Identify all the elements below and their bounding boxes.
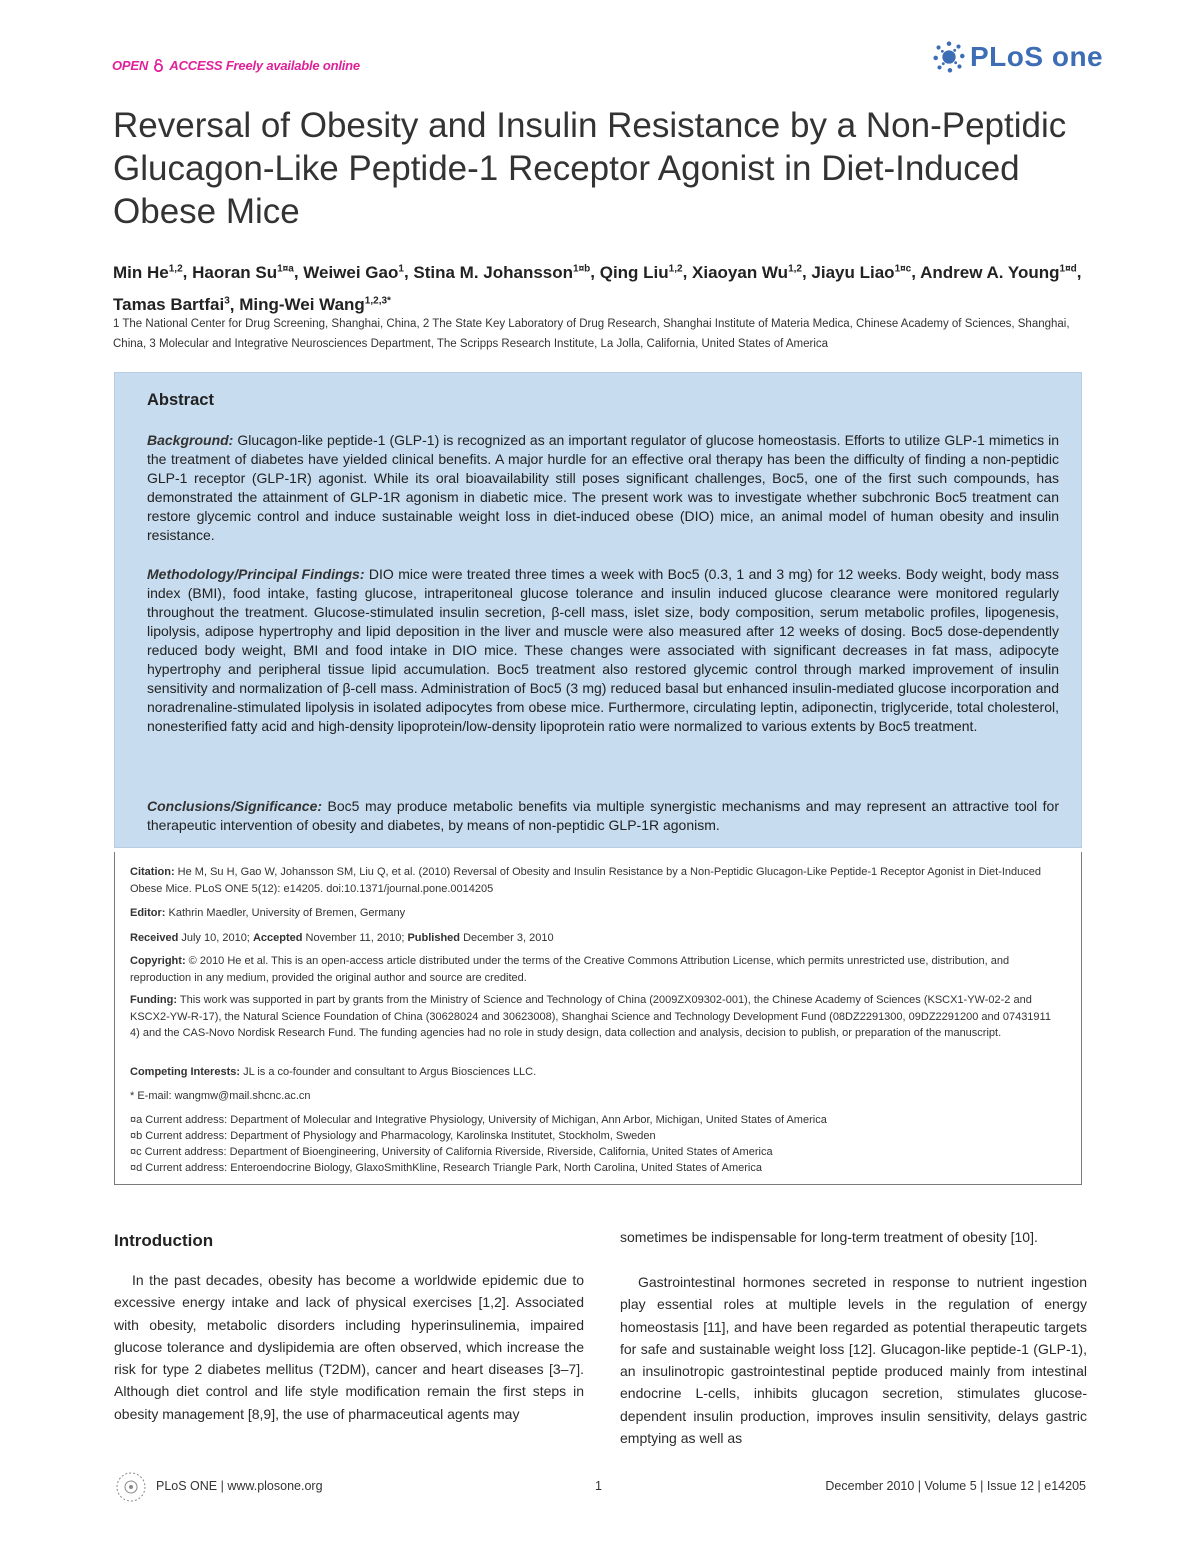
background-text: Glucagon-like peptide-1 (GLP-1) is recognized as an important regulator of glucose homeostasis. Efforts to utilize GLP-1 mimetics in the treatment of diabetes have yielded clinical benefits. A major hurdle for an effective oral therapy has been the difficulty of finding a non-peptidic GLP-1 receptor (GLP-1R) agonist. While its oral bioavailability still poses significant challenges, Boc5, one of the first such compounds, has demonstrated the attainment of GLP-1R agonism in diabetic mice. The present work was to investigate whether subchronic Boc5 treatment can restore glycemic control and induce sustainable weight loss in diet-induced obese (DIO) mice, an animal model of human obesity and insulin resistance. bbox=[147, 432, 1060, 543]
citation: Citation: He M, Su H, Gao W, Johansson SM, Liu Q, et al. (2010) Reversal of Obesity and Insulin Resistance by a Non-Peptidic Glucagon-Like Peptide-1 Receptor Agonist in Diet-Induced Obese Mice. PLoS ONE 5(12): e14205. doi:10.1371/journal.pone.0014205 bbox=[130, 866, 1041, 895]
editor: Editor: Kathrin Maedler, University of Bremen, Germany bbox=[130, 907, 406, 919]
intro-column-2: Gastrointestinal hormones secreted in response to nutrient ingestion play essential roles at multiple levels in the regulation of energy homeostasis [11], and have been regarded as potential therapeutic targets for safe and sustainable weight loss [12]. Glucagon-like peptide-1 (GLP-1), an insulinotropic gastrointestinal peptide produced mainly from intestinal endocrine L-cells, inhibits glucagon secretion, stimulates glucose-dependent insulin production, improves insulin sensitivity, delays gastric emptying as well as bbox=[620, 1274, 1087, 1447]
author: Ming-Wei Wang$^{1,2,3*}$ bbox=[239, 295, 391, 315]
abstract-background bbox=[147, 431, 1059, 545]
intro-column-2-continued: sometimes be indispensable for long-term treatment of obesity [10]. bbox=[620, 1229, 1038, 1245]
open-label: OPEN bbox=[112, 58, 149, 73]
author: Haoran $Su^{1¤a}$ bbox=[192, 262, 294, 282]
plos-burst-icon bbox=[930, 38, 968, 76]
affiliations: 1 The National Center for Drug Screening, Shanghai, China, 2 The State Key Laboratory of Drug Research, Shanghai Institute of Materia Medica, Chinese Academy of Sciences, Shanghai, China, 3 Molecular and Integrative Neurosciences Department, The Scripps Research Institute, La Jolla, California, United States of America bbox=[113, 318, 1070, 350]
conclusions-label: Conclusions/Significance: bbox=[147, 798, 323, 814]
author: Xiaoyan Wu$^{1,2}$ bbox=[692, 262, 802, 282]
footer-journal: PLoS ONE | www.plosone.org bbox=[156, 1479, 323, 1493]
author: Andrew A. Young$^{1¤d}$ bbox=[920, 262, 1077, 282]
funding: Funding: This work was supported in part by grants from the Ministry of Science and Technology of China (2009ZX09302-001), the Chinese Academy of Sciences (KSCX1-YW-02-2 and KSCX2-YW-R-17), the Natural Science Foundation of China (30628024 and 30623008), Shanghai Science and Technology Development Fund (08DZ2291300, 09DZ2291200 and 07431911 4) and the CAS-Novo Nordisk Research Fund. The funding agencies had no role in study design, data collection and analysis, decision to publish, or preparation of the manuscript. bbox=[130, 994, 1051, 1039]
open-access-banner bbox=[112, 58, 360, 73]
author: Min He$^{1,2}$ bbox=[113, 262, 183, 282]
page-number: 1 bbox=[595, 1479, 602, 1493]
author: Qing Liu$^{1,2}$ bbox=[599, 262, 683, 282]
introduction-heading: Introduction bbox=[114, 1231, 214, 1250]
footer-issue: December 2010 | Volume 5 | Issue 12 | e14205 bbox=[825, 1479, 1086, 1493]
current-address-a: ¤a Current address: Department of Molecular and Integrative Physiology, University of Michigan, Ann Arbor, Michigan, United States of America bbox=[130, 1114, 827, 1126]
page-footer bbox=[114, 1470, 1086, 1506]
copyright: Copyright: © 2010 He et al. This is an open-access article distributed under the terms of the Creative Commons Attribution License, which permits unrestricted use, distribution, and reproduction in any medium, provided the original author and source are credited. bbox=[130, 955, 1010, 984]
conclusions-text: Boc5 may produce metabolic benefits via multiple synergistic mechanisms and may represent an attractive tool for therapeutic intervention of obesity and diabetes, by means of non-peptidic GLP-1R agonism. bbox=[147, 798, 1059, 833]
abstract-methodology bbox=[147, 565, 1059, 736]
plos-one-logo-text: PLoS one bbox=[970, 41, 1104, 72]
abstract-conclusions bbox=[147, 797, 1059, 835]
current-address-c: ¤c Current address: Department of Bioengineering, University of California Riverside, Riverside, California, United States of America bbox=[130, 1146, 773, 1158]
article-title: Reversal of Obesity and Insulin Resistance by a Non-Peptidic Glucagon-Like Peptide-1 Receptor Agonist in Diet-Induced Obese Mice bbox=[113, 106, 1067, 231]
author-list: Min He$^{1,2}$, Haoran $Su^{1¤a}$, Weiwei Gao$^1$, Stina M. Johansson$^{1¤b}$, Qing Liu$^{1,2}$, Xiaoyan Wu$^{1,2}$, Jiayu Liao$^{1¤c}$, Andrew A. Young$^{1¤d}$, Tamas Bartfai$^3$, Ming-Wei Wang$^{1,2,3*}$ bbox=[113, 262, 1082, 315]
author: Weiwei Gao$^1$ bbox=[303, 262, 404, 282]
plos-footer-logo-icon bbox=[114, 1470, 148, 1504]
competing-interests: Competing Interests: JL is a co-founder and consultant to Argus Biosciences LLC. bbox=[130, 1066, 537, 1078]
freely-available-label: Freely available online bbox=[225, 58, 360, 73]
abstract-box bbox=[114, 372, 1082, 848]
plos-one-logo bbox=[930, 34, 1103, 80]
methodology-label: Methodology/Principal Findings: bbox=[147, 566, 365, 582]
author: Jiayu Liao$^{1¤c}$ bbox=[811, 262, 912, 282]
current-address-d: ¤d Current address: Enteroendocrine Biology, GlaxoSmithKline, Research Triangle Park, North Carolina, United States of America bbox=[130, 1162, 762, 1174]
author: Tamas Bartfai$^3$ bbox=[113, 295, 230, 315]
open-lock-icon bbox=[153, 59, 164, 72]
corresponding-email: * E-mail: wangmw@mail.shcnc.ac.cn bbox=[130, 1090, 311, 1102]
access-label: ACCESS bbox=[169, 58, 223, 73]
current-address-b: ¤b Current address: Department of Physiology and Pharmacology, Karolinska Institutet, Stockholm, Sweden bbox=[130, 1130, 656, 1142]
author: Stina M. Johansson$^{1¤b}$ bbox=[413, 262, 591, 282]
abstract-heading: Abstract bbox=[147, 391, 214, 409]
intro-column-1: In the past decades, obesity has become a worldwide epidemic due to excessive energy intake and lack of physical exercises [1,2]. Associated with obesity, metabolic disorders including hyperinsulinemia, impaired glucose tolerance and dyslipidemia are often observed, which increase the risk for type 2 diabetes mellitus (T2DM), cancer and heart diseases [3–7]. Although diet control and life style modification remain the first steps in obesity management [8,9], the use of pharmaceutical agents may bbox=[114, 1272, 584, 1422]
background-label: Background: bbox=[147, 432, 234, 448]
dates: Received July 10, 2010; Accepted November 11, 2010; Published December 3, 2010 bbox=[130, 932, 554, 944]
methodology-text: DIO mice were treated three times a week with Boc5 (0.3, 1 and 3 mg) for 12 weeks. Body weight, body mass index (BMI), food intake, fasting glucose, intraperitoneal glucose tolerance and insulin induced glucose clearance were monitored regularly throughout the treatment. Glucose-stimulated insulin secretion, β-cell mass, islet size, body composition, serum metabolic profiles, lipogenesis, lipolysis, adipose hypertrophy and lipid deposition in the liver and muscle were also measured after 12 weeks of dosing. Boc5 dose-dependently reduced body weight, BMI and food intake in DIO mice. These changes were associated with significant decreases in fat mass, adipocyte hypertrophy and peripheral tissue lipid accumulation. Boc5 treatment also restored glycemic control through marked improvement of insulin sensitivity and normalization of β-cell mass. Administration of Boc5 (3 mg) reduced basal but enhanced insulin-mediated glucose incorporation and noradrenaline-stimulated lipolysis in isolated adipocytes from obese mice. Furthermore, circulating leptin, adiponectin, triglyceride, total cholesterol, nonesterified fatty acid and high-density lipoprotein/low-density lipoprotein ratio were normalized to various extents by Boc5 treatment. bbox=[147, 566, 1060, 734]
